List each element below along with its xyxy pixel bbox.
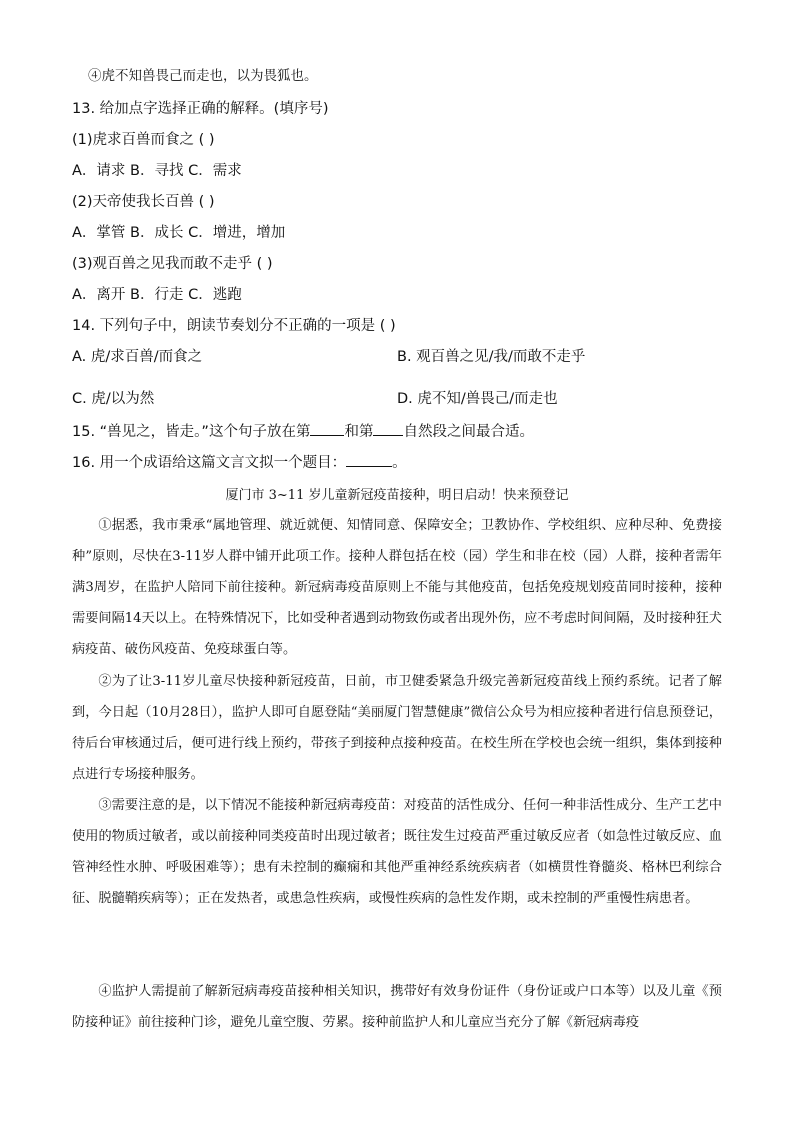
q14-option-d: D. 虎不知/兽畏己/而走也 bbox=[397, 391, 558, 407]
q15-text-3: 自然段之间最合适。 bbox=[403, 424, 534, 440]
q16-blank[interactable] bbox=[346, 452, 392, 467]
q13-sub2: (2)天帝使我长百兽 ( ) bbox=[72, 194, 215, 210]
article-title: 厦门市 3~11 岁儿童新冠疫苗接种，明日启动！快来预登记 bbox=[225, 488, 569, 503]
q15-text-1: 15. “兽见之，皆走。”这个句子放在第 bbox=[72, 424, 311, 440]
q16-line bbox=[72, 452, 407, 473]
q14-option-b: B. 观百兽之见/我/而敢不走乎 bbox=[397, 349, 586, 365]
article-paragraph-4: ④监护人需提前了解新冠病毒疫苗接种相关知识，携带好有效身份证件（身份证或户口本等）以及儿童《预防接种证》前往接种门诊，避免儿童空腹、劳累。接种前监护人和儿童应当充分了解《新冠病毒疫 bbox=[72, 984, 722, 1030]
q15-blank-2[interactable] bbox=[373, 421, 403, 436]
article-paragraph-2: ②为了让3-11岁儿童尽快接种新冠疫苗，日前，市卫健委紧急升级完善新冠疫苗线上预约系统。记者了解到，今日起（10月28日），监护人即可自愿登陆“美丽厦门智慧健康”微信公众号为相应接种者进行信息预登记，待后台审核通过后，便可进行线上预约，带孩子到接种点接种疫苗。在校生所在学校也会统一组织，集体到接种点进行专场接种服务。 bbox=[72, 674, 722, 782]
q15-line bbox=[72, 421, 534, 442]
q13-sub1: (1)虎求百兽而食之 ( ) bbox=[72, 132, 215, 148]
article-paragraph-3: ③需要注意的是，以下情况不能接种新冠病毒疫苗：对疫苗的活性成分、任何一种非活性成分、生产工艺中使用的物质过敏者，或以前接种同类疫苗时出现过敏者；既往发生过疫苗严重过敏反应者（如急性过敏反应、血管神经性水肿、呼吸困难等）；患有未控制的癫痫和其他严重神经系统疾病者（如横贯性脊髓炎、格林巴利综合征、脱髓鞘疾病等）；正在发热者，或患急性疾病，或慢性疾病的急性发作期，或未控制的严重慢性病患者。 bbox=[72, 798, 722, 906]
q15-blank-1[interactable] bbox=[310, 421, 344, 436]
q13-sub2-options: A．掌管 B．成长 C．增进，增加 bbox=[72, 225, 286, 241]
q16-text-1: 16. 用一个成语给这篇文言文拟一个题目： bbox=[72, 455, 347, 471]
q16-text-2: 。 bbox=[392, 455, 407, 471]
q13-sub3-options: A．离开 B．行走 C．逃跑 bbox=[72, 287, 242, 303]
q14-option-a: A. 虎/求百兽/而食之 bbox=[72, 349, 203, 365]
q15-text-2: 和第 bbox=[344, 424, 374, 440]
q13-stem: 13. 给加点字选择正确的解释。(填序号) bbox=[72, 101, 329, 117]
article-paragraph-1: ①据悉，我市秉承“属地管理、就近就便、知情同意、保障安全；卫教协作、学校组织、应种尽种、免费接种”原则，尽快在3-11岁人群中铺开此项工作。接种人群包括在校（园）学生和非在校（园）人群，接种者需年满3周岁，在监护人陪同下前往接种。新冠病毒疫苗原则上不能与其他疫苗，包括免疫规划疫苗同时接种，接种需要间隔14天以上。在特殊情况下，比如受种者遇到动物致伤或者出现外伤，应不考虑时间间隔，及时接种狂犬病疫苗、破伤风疫苗、免疫球蛋白等。 bbox=[72, 518, 722, 657]
q14-stem: 14. 下列句子中，朗读节奏划分不正确的一项是 ( ) bbox=[72, 318, 396, 334]
q13-sub1-options: A．请求 B．寻找 C．需求 bbox=[72, 163, 242, 179]
q13-sub3: (3)观百兽之见我而敢不走乎 ( ) bbox=[72, 256, 273, 272]
q14-option-c: C. 虎/以为然 bbox=[72, 391, 155, 407]
q12-item-4: ④虎不知兽畏己而走也，以为畏狐也。 bbox=[88, 68, 318, 84]
